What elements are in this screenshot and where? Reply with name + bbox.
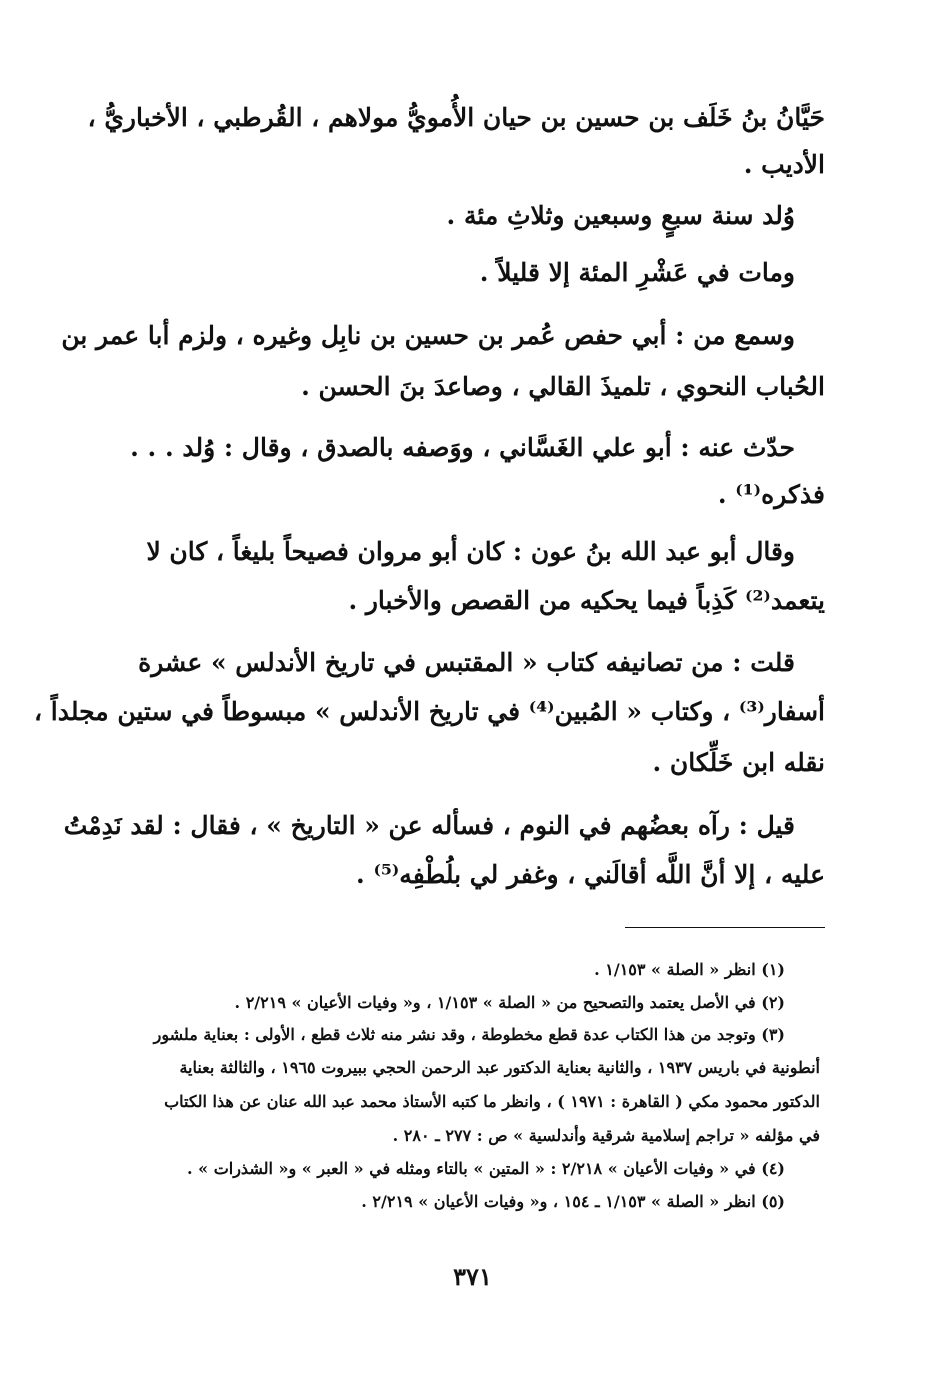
text-line: نقله ابن خَلِّكان . xyxy=(652,748,825,777)
footnote-line: (٢) في الأصل يعتمد والتصحيح من « الصلة » ١/١٥٣ ، و« وفيات الأعيان » ٢/٢١٩ . xyxy=(234,993,785,1012)
text-line: أسفار⁽³⁾ ، وكتاب « المُبين⁽⁴⁾ في تاريخ الأندلس » مبسوطاً في ستين مجلداً ، xyxy=(34,697,825,726)
text-line: الأديب . xyxy=(743,150,825,179)
text-line: حدّث عنه : أبو علي الغَسَّاني ، ووَصفه بالصدق ، وقال : وُلد . . . xyxy=(130,433,795,462)
text-line: عليه ، إلا أنَّ اللَّه أقالَني ، وغفر لي بلُطْفِه⁽⁵⁾ . xyxy=(356,860,825,889)
footnote-line: الدكتور محمود مكي ( القاهرة : ١٩٧١ ) ، وانظر ما كتبه الأستاذ محمد عبد الله عنان عن هذا الكتاب xyxy=(164,1092,820,1111)
text-line: الحُباب النحوي ، تلميذَ القالي ، وصاعدَ بنَ الحسن . xyxy=(301,372,825,401)
text-line: قيل : رآه بعضُهم في النوم ، فسأله عن « التاريخ » ، فقال : لقد نَدِمْتُ xyxy=(63,811,795,840)
footnote-line: في مؤلفه « تراجم إسلامية شرقية وأندلسية » ص : ٢٧٧ ـ ٢٨٠ . xyxy=(392,1126,820,1145)
footnote-line: أنطونية في باريس ١٩٣٧ ، والثانية بعناية الدكتور عبد الرحمن الحجي ببيروت ١٩٦٥ ، والثالثة بعناية xyxy=(179,1058,820,1077)
text-line: ومات في عَشْرِ المئة إلا قليلاً . xyxy=(479,258,795,287)
text-line: يتعمد⁽²⁾ كَذِباً فيما يحكيه من القصص والأخبار . xyxy=(348,586,825,615)
footnote-line: (٤) في « وفيات الأعيان » ٢/٢١٨ : « المتين » بالتاء ومثله في « العبر » و« الشذرات » . xyxy=(186,1159,785,1178)
footnote-line: (٣) وتوجد من هذا الكتاب عدة قطع مخطوطة ، وقد نشر منه ثلاث قطع ، الأولى : بعناية ملشور xyxy=(153,1025,785,1044)
text-line: وُلد سنة سبعٍ وسبعين وثلاثِ مئة . xyxy=(446,201,795,230)
text-line: حَيَّانُ بنُ خَلَف بن حسين بن حيان الأُمويُّ مولاهم ، القُرطبي ، الأخباريُّ ، xyxy=(87,103,825,132)
footnote-line: (٥) انظر « الصلة » ١/١٥٣ ـ ١٥٤ ، و« وفيات الأعيان » ٢/٢١٩ . xyxy=(361,1192,785,1211)
text-line: قلت : من تصانيفه كتاب « المقتبس في تاريخ الأندلس » عشرة xyxy=(138,648,795,677)
footnote-separator xyxy=(625,927,825,928)
page-number: ٣٧١ xyxy=(453,1262,492,1291)
text-line: وقال أبو عبد الله بنُ عون : كان أبو مروان فصيحاً بليغاً ، كان لا xyxy=(146,537,795,566)
text-line: فذكره⁽¹⁾ . xyxy=(717,480,825,509)
footnote-line: (١) انظر « الصلة » ١/١٥٣ . xyxy=(594,960,785,979)
text-line: وسمع من : أبي حفص عُمر بن حسين بن نابِل وغيره ، ولزم أبا عمر بن xyxy=(61,321,795,350)
